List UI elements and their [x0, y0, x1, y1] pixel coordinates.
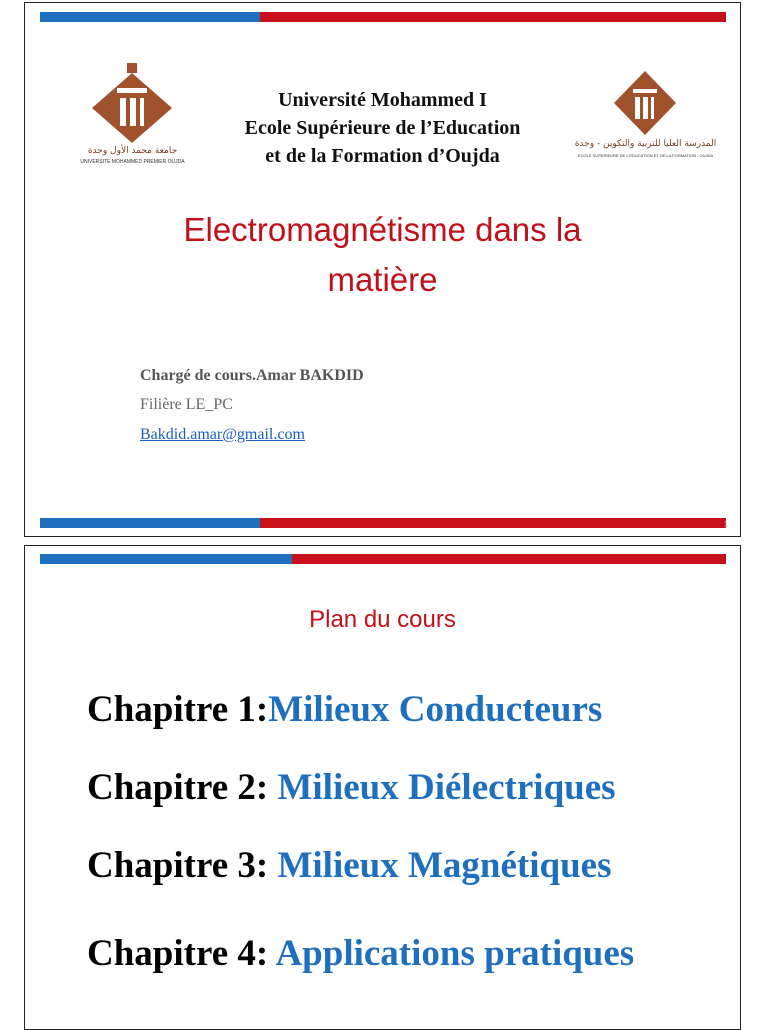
page-number: 1 [723, 520, 728, 529]
logo-right-latin: ECOLE SUPERIEURE DE L'EDUCATION ET DE LA FORMATION - OUJDA [577, 153, 714, 158]
chapter-4-label: Chapitre 4: [87, 933, 276, 974]
title-slide [24, 2, 741, 537]
program-name: Filière LE_PC [140, 396, 233, 413]
top-bar-red [292, 554, 726, 564]
lecturer-name: Chargé de cours.Amar BAKDID [140, 367, 364, 384]
plan-title: Plan du cours [309, 606, 456, 633]
institution-line-3: et de la Formation d’Oujda [265, 145, 500, 167]
chapter-1 [87, 688, 602, 731]
chapter-3-title: Milieux Magnétiques [277, 845, 612, 886]
chapter-4 [87, 932, 634, 975]
top-bar-red [260, 12, 726, 22]
chapter-2-label: Chapitre 2: [87, 767, 278, 808]
top-bar-blue [40, 12, 260, 22]
outline-slide [24, 545, 741, 1030]
course-title-line-1: Electromagnétisme dans la [183, 211, 582, 248]
lecturer-email-link[interactable]: Bakdid.amar@gmail.com [140, 426, 305, 443]
course-title-line-2: matière [327, 261, 438, 298]
chapter-3 [87, 844, 612, 887]
chapter-3-label: Chapitre 3: [87, 845, 278, 886]
logo-left-arabic: جامعة محمد الأول وجدة [87, 146, 178, 156]
logo-right-arabic: المدرسة العليا للتربية والتكوين - وجدة [574, 139, 717, 149]
chapter-1-title: Milieux Conducteurs [268, 689, 603, 730]
chapter-4-title: Applications pratiques [275, 933, 635, 974]
chapter-1-label: Chapitre 1: [87, 689, 269, 730]
logo-left-latin: UNIVERSITE MOHAMMED PREMIER OUJDA [80, 159, 185, 165]
institution-line-1: Université Mohammed I [278, 89, 487, 111]
top-bar-blue [40, 554, 292, 564]
bottom-bar-red [260, 518, 726, 528]
bottom-bar-blue [40, 518, 260, 528]
chapter-2 [87, 766, 616, 809]
chapter-2-title: Milieux Diélectriques [277, 767, 616, 808]
institution-line-2: Ecole Supérieure de l’Education [244, 117, 521, 139]
